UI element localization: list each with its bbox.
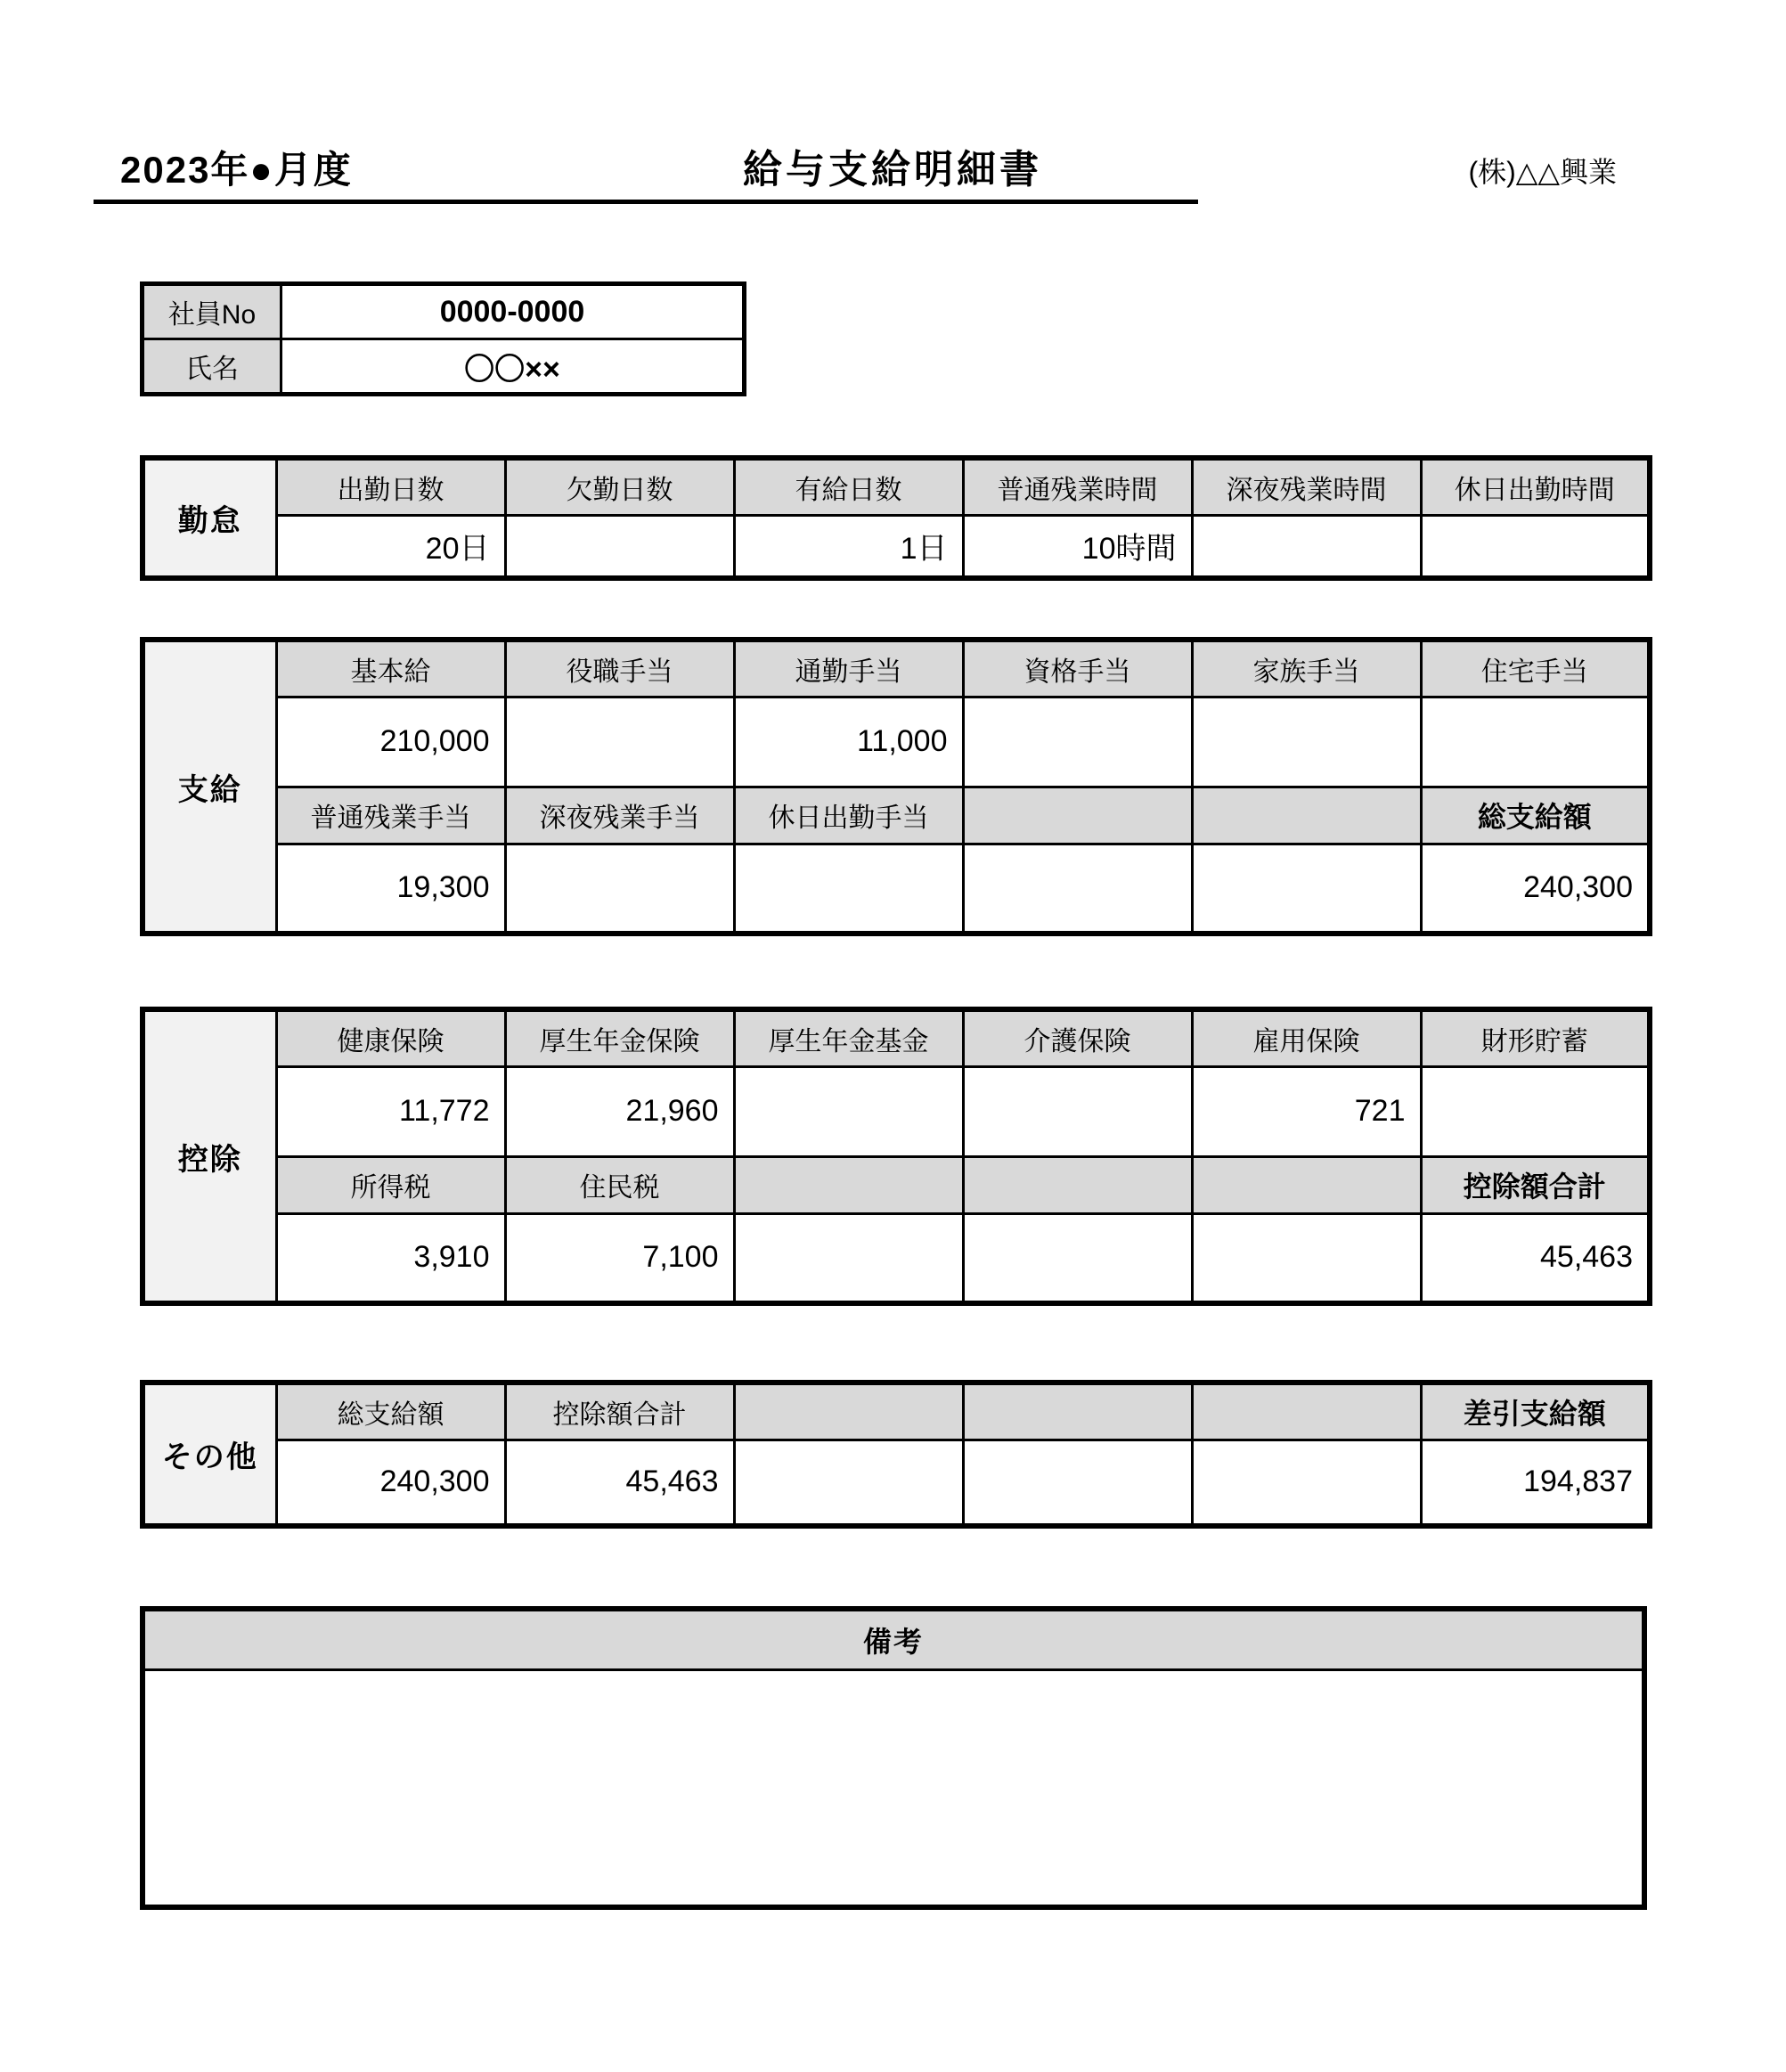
attendance-section-label: 勤怠 (143, 458, 276, 578)
attendance-value-cell (505, 515, 734, 578)
deduction-value-cell: 7,100 (505, 1213, 734, 1303)
payment-total-header: 総支給額 (1421, 787, 1650, 844)
attendance-header-row (143, 458, 1650, 515)
payment-value-cell (1192, 697, 1421, 787)
deduction-total-header: 控除額合計 (1421, 1156, 1650, 1213)
other-header-cell (963, 1383, 1192, 1440)
deduction-header-cell: 厚生年金保険 (505, 1009, 734, 1066)
attendance-value-row (143, 515, 1650, 578)
deduction-value-cell (1192, 1213, 1421, 1303)
other-header-cell (1192, 1383, 1421, 1440)
other-header-cell: 総支給額 (276, 1383, 505, 1440)
deduction-value-cell (734, 1213, 963, 1303)
attendance-value-cell: 10時間 (963, 515, 1192, 578)
employee-no-value: 0000-0000 (281, 284, 745, 339)
deduction-header-cell: 住民税 (505, 1156, 734, 1213)
other-table (140, 1380, 1652, 1529)
payment-header-cell: 通勤手当 (734, 640, 963, 697)
other-value-cell (963, 1440, 1192, 1526)
other-section-label: その他 (143, 1383, 276, 1526)
payment-value-cell: 11,000 (734, 697, 963, 787)
deduction-header-row-2 (143, 1156, 1650, 1213)
payment-table (140, 637, 1652, 936)
deduction-table (140, 1007, 1652, 1306)
deduction-header-cell: 厚生年金基金 (734, 1009, 963, 1066)
deduction-value-cell (963, 1213, 1192, 1303)
deduction-header-cell: 所得税 (276, 1156, 505, 1213)
attendance-header-cell: 出勤日数 (276, 458, 505, 515)
payment-header-cell: 基本給 (276, 640, 505, 697)
page-header (0, 0, 1786, 214)
attendance-header-cell: 深夜残業時間 (1192, 458, 1421, 515)
deduction-header-cell: 健康保険 (276, 1009, 505, 1066)
payment-value-row-2 (143, 844, 1650, 934)
remarks-label: 備考 (145, 1611, 1642, 1671)
attendance-value-cell: 20日 (276, 515, 505, 578)
payment-value-cell (505, 844, 734, 934)
net-pay-header: 差引支給額 (1421, 1383, 1650, 1440)
attendance-value-cell (1192, 515, 1421, 578)
deduction-value-cell: 721 (1192, 1066, 1421, 1156)
payment-value-cell (505, 697, 734, 787)
payment-value-cell: 210,000 (276, 697, 505, 787)
deduction-header-cell: 雇用保険 (1192, 1009, 1421, 1066)
payment-header-cell: 普通残業手当 (276, 787, 505, 844)
deduction-value-cell (734, 1066, 963, 1156)
attendance-value-cell: 1日 (734, 515, 963, 578)
payment-header-cell: 休日出勤手当 (734, 787, 963, 844)
payment-value-cell (963, 844, 1192, 934)
deduction-header-cell (963, 1156, 1192, 1213)
employee-name-row (143, 339, 745, 395)
title-underline (94, 143, 1198, 204)
other-value-cell: 240,300 (276, 1440, 505, 1526)
employee-info-table (140, 281, 746, 396)
deduction-value-row-1 (143, 1066, 1650, 1156)
pay-period: 2023年●月度 (120, 149, 353, 191)
deduction-value-cell (963, 1066, 1192, 1156)
payment-value-cell (963, 697, 1192, 787)
payment-value-cell (734, 844, 963, 934)
deduction-value-cell (1421, 1066, 1650, 1156)
other-header-row (143, 1383, 1650, 1440)
payment-header-cell: 深夜残業手当 (505, 787, 734, 844)
other-header-cell: 控除額合計 (505, 1383, 734, 1440)
remarks-box (140, 1606, 1647, 1910)
attendance-header-cell: 有給日数 (734, 458, 963, 515)
payment-value-cell: 19,300 (276, 844, 505, 934)
deduction-value-row-2 (143, 1213, 1650, 1303)
net-pay-value: 194,837 (1421, 1440, 1650, 1526)
employee-no-row (143, 284, 745, 339)
employee-name-value: 〇〇×× (281, 339, 745, 395)
page-title: 給与支給明細書 (743, 148, 1042, 192)
payment-header-cell: 資格手当 (963, 640, 1192, 697)
payment-header-row-1 (143, 640, 1650, 697)
attendance-header-cell: 休日出勤時間 (1421, 458, 1650, 515)
payment-header-cell: 住宅手当 (1421, 640, 1650, 697)
deduction-value-cell: 21,960 (505, 1066, 734, 1156)
deduction-header-cell (734, 1156, 963, 1213)
payment-header-row-2 (143, 787, 1650, 844)
attendance-header-cell: 欠勤日数 (505, 458, 734, 515)
deduction-value-cell: 11,772 (276, 1066, 505, 1156)
payment-header-cell (963, 787, 1192, 844)
deduction-total-value: 45,463 (1421, 1213, 1650, 1303)
other-value-row (143, 1440, 1650, 1526)
deduction-section-label: 控除 (143, 1009, 276, 1303)
attendance-table (140, 455, 1652, 581)
deduction-header-cell: 財形貯蓄 (1421, 1009, 1650, 1066)
deduction-value-cell: 3,910 (276, 1213, 505, 1303)
attendance-value-cell (1421, 515, 1650, 578)
other-value-cell (1192, 1440, 1421, 1526)
attendance-header-cell: 普通残業時間 (963, 458, 1192, 515)
payment-value-row-1 (143, 697, 1650, 787)
company-name: (株)△△興業 (1468, 156, 1617, 188)
payment-section-label: 支給 (143, 640, 276, 934)
payment-header-cell: 役職手当 (505, 640, 734, 697)
employee-name-label: 氏名 (143, 339, 281, 395)
deduction-header-cell: 介護保険 (963, 1009, 1192, 1066)
deduction-header-cell (1192, 1156, 1421, 1213)
payment-header-cell: 家族手当 (1192, 640, 1421, 697)
payment-value-cell (1192, 844, 1421, 934)
employee-no-label: 社員No (143, 284, 281, 339)
remarks-content (145, 1671, 1642, 1905)
payment-total-value: 240,300 (1421, 844, 1650, 934)
other-value-cell (734, 1440, 963, 1526)
payment-header-cell (1192, 787, 1421, 844)
other-value-cell: 45,463 (505, 1440, 734, 1526)
other-header-cell (734, 1383, 963, 1440)
deduction-header-row-1 (143, 1009, 1650, 1066)
payment-value-cell (1421, 697, 1650, 787)
